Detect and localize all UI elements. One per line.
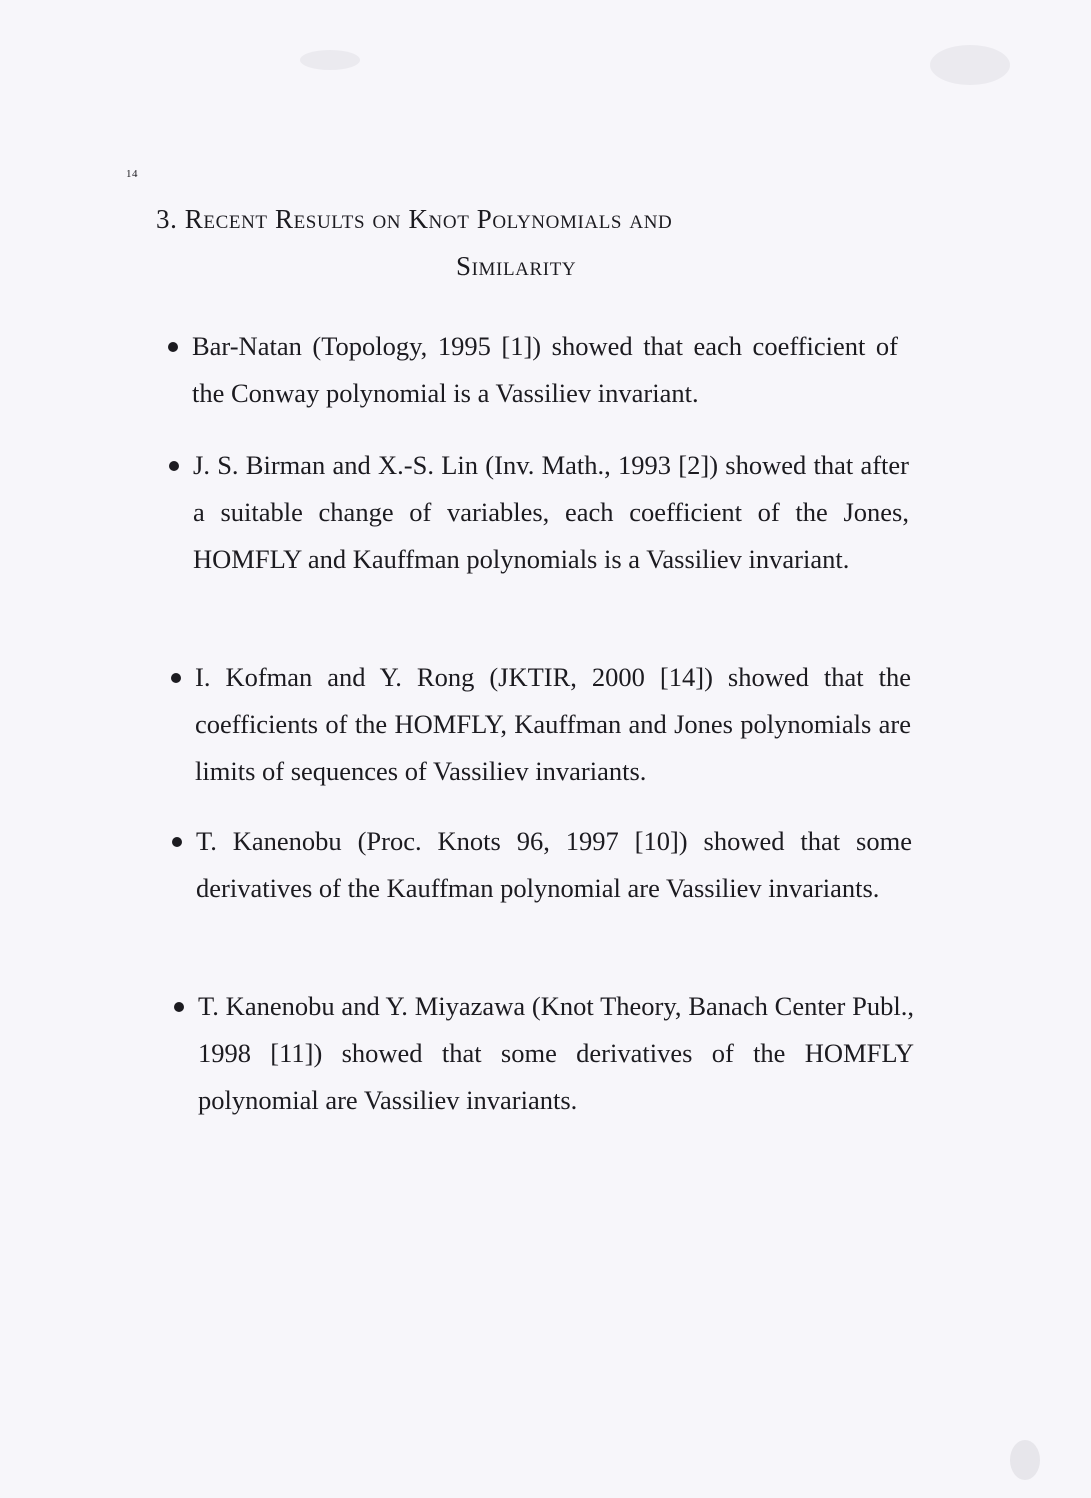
- list-item: [193, 442, 909, 583]
- page-number: 14: [126, 168, 138, 180]
- result-text: I. Kofman and Y. Rong (JKTIR, 2000 [14]) showed that the coefficients of the HOMFLY, Kauffman and Jones polynomials are limits of sequences of Vassiliev invariants.: [195, 662, 911, 786]
- scan-speck: [1010, 1440, 1040, 1480]
- scan-speck: [930, 45, 1010, 85]
- section-heading-line1: 3. Recent Results on Knot Polynomials and: [156, 204, 673, 234]
- bullet-icon: [169, 461, 179, 471]
- section-heading: [156, 196, 916, 290]
- result-text: T. Kanenobu and Y. Miyazawa (Knot Theory, Banach Center Publ., 1998 [11]) showed that some derivatives of the HOMFLY polynomial are Vassiliev invariants.: [198, 991, 914, 1115]
- list-item: [196, 818, 912, 912]
- section-heading-line2: Similarity: [456, 251, 577, 281]
- result-text: T. Kanenobu (Proc. Knots 96, 1997 [10]) showed that some derivatives of the Kauffman polynomial are Vassiliev invariants.: [196, 826, 912, 903]
- bullet-icon: [172, 837, 182, 847]
- bullet-icon: [168, 342, 178, 352]
- result-text: Bar-Natan (Topology, 1995 [1]) showed that each coefficient of the Conway polynomial is a Vassiliev invariant.: [192, 331, 898, 408]
- bullet-icon: [174, 1002, 184, 1012]
- scan-speck: [300, 50, 360, 70]
- bullet-icon: [171, 673, 181, 683]
- list-item: [195, 654, 911, 795]
- list-item: [192, 323, 898, 417]
- result-text: J. S. Birman and X.-S. Lin (Inv. Math., 1993 [2]) showed that after a suitable change of variables, each coefficient of the Jones, HOMFLY and Kauffman polynomials is a Vassiliev invariant.: [193, 450, 909, 574]
- list-item: [198, 983, 914, 1124]
